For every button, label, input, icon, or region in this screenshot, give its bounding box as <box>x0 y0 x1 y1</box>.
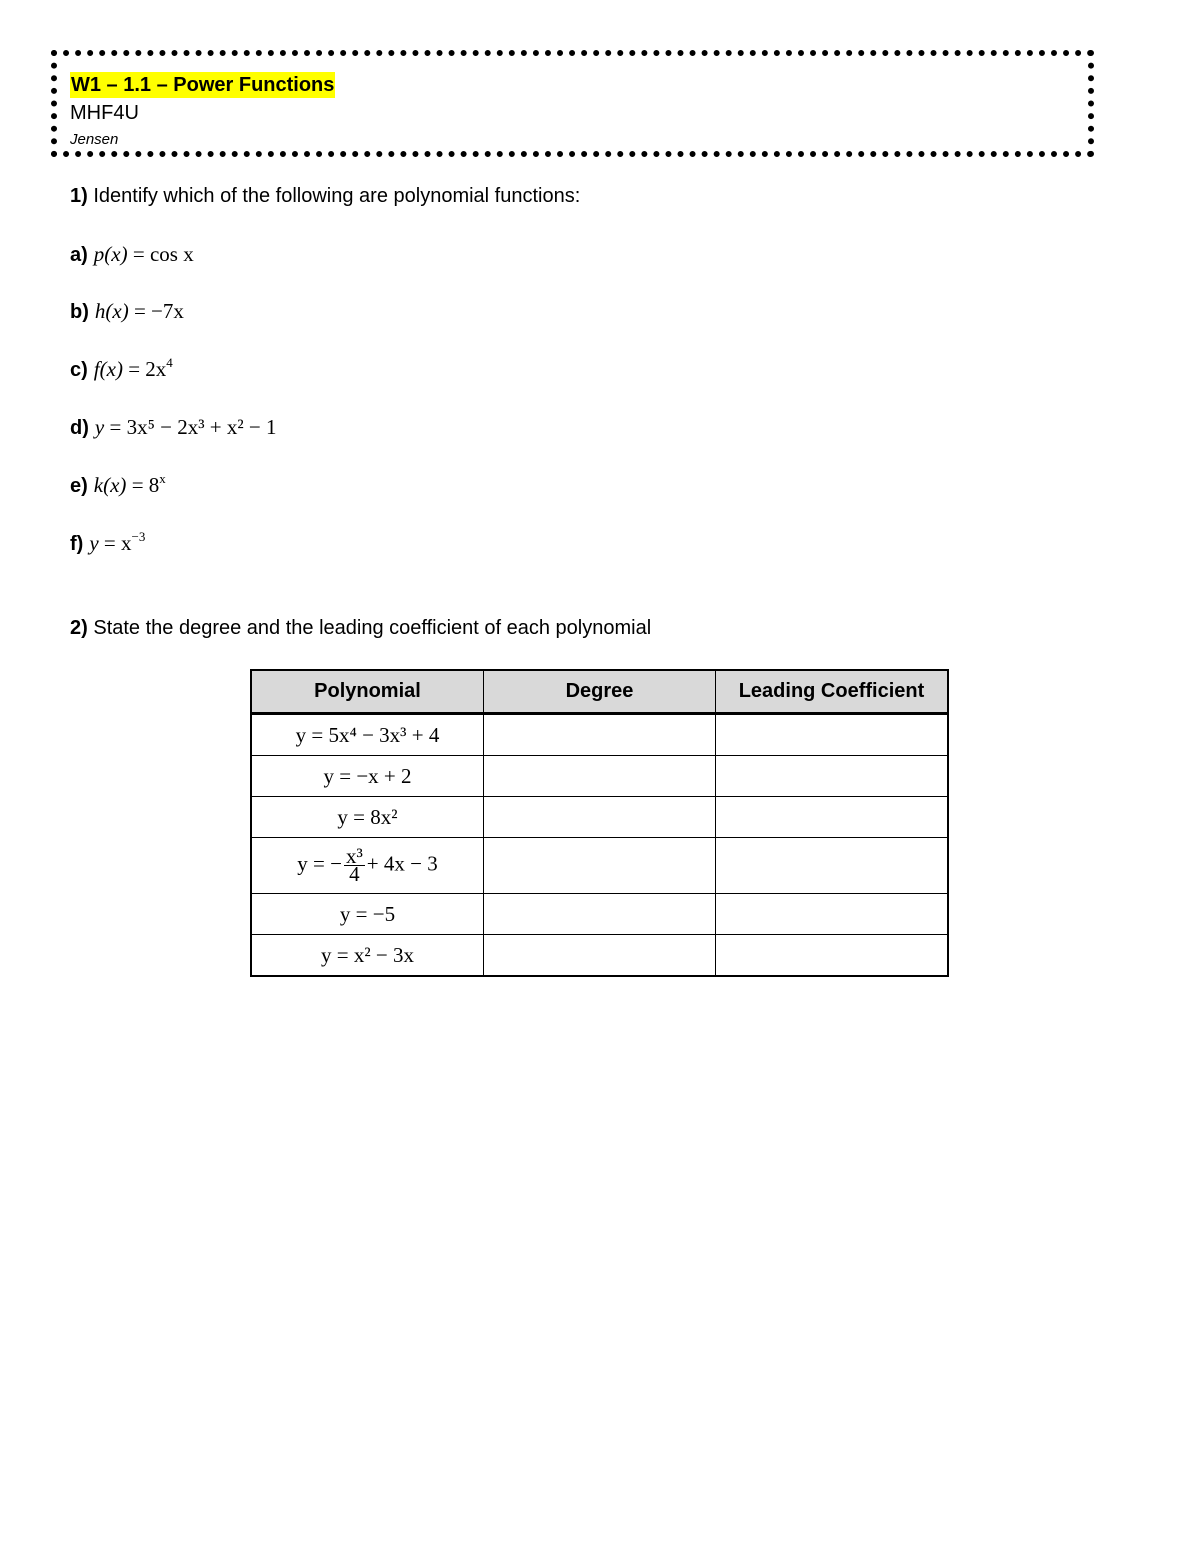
question-1 <box>70 183 580 209</box>
table-row <box>251 756 948 797</box>
polynomial-cell: y = 5x⁴ − 3x³ + 4 <box>251 714 484 756</box>
part-exponent: −3 <box>131 529 146 544</box>
fraction-numerator: x³ <box>345 844 363 868</box>
degree-answer-cell[interactable] <box>484 894 716 935</box>
table-row <box>251 838 948 894</box>
question-2 <box>70 615 651 641</box>
part-label: e) <box>70 475 88 497</box>
leading-coefficient-answer-cell[interactable] <box>716 894 949 935</box>
part-rhs: −7x <box>151 299 184 323</box>
fraction-suffix: + 4x − 3 <box>366 851 438 876</box>
part-lhs: y <box>94 415 105 439</box>
table-row <box>251 894 948 935</box>
part-rhs: 2x <box>145 357 167 381</box>
header-polynomial: Polynomial <box>251 670 484 714</box>
author-name: Jensen <box>70 131 119 148</box>
part-rhs: 3x⁵ − 2x³ + x² − 1 <box>126 415 277 439</box>
part-lhs: f(x) <box>93 357 123 381</box>
polynomial-cell: y = −5 <box>251 894 484 935</box>
part-rhs: 8 <box>148 473 160 497</box>
part-exponent: x <box>159 471 166 486</box>
part-rhs: x <box>121 531 132 555</box>
leading-coefficient-answer-cell[interactable] <box>716 838 949 894</box>
polynomial-cell: y = −x + 2 <box>251 756 484 797</box>
part-lhs: k(x) <box>93 473 127 497</box>
leading-coefficient-answer-cell[interactable] <box>716 935 949 977</box>
table-row <box>251 797 948 838</box>
part-lhs: p(x) <box>93 242 128 266</box>
leading-coefficient-answer-cell[interactable] <box>716 756 949 797</box>
table-row <box>251 935 948 977</box>
part-lhs: y <box>89 531 99 555</box>
part-label: b) <box>70 301 89 323</box>
polynomial-cell: y = x² − 3x <box>251 935 484 977</box>
q1-part-a: a) p(x) = cos x <box>70 242 194 266</box>
course-code: MHF4U <box>70 102 139 124</box>
question-2-prompt: State the degree and the leading coefficient of each polynomial <box>87 617 652 639</box>
fraction-prefix: y = − <box>297 851 342 876</box>
polynomial-cell: y = 8x² <box>251 797 484 838</box>
header-degree: Degree <box>484 670 716 714</box>
part-label: c) <box>70 359 88 381</box>
part-label: d) <box>70 417 89 439</box>
degree-answer-cell[interactable] <box>484 756 716 797</box>
polynomial-cell <box>251 838 484 894</box>
question-1-prompt: Identify which of the following are polynomial functions: <box>87 185 581 207</box>
header-leading-coefficient: Leading Coefficient <box>716 670 949 714</box>
part-label: a) <box>70 244 88 266</box>
question-1-number: 1) <box>70 185 88 207</box>
part-exponent: 4 <box>166 355 173 370</box>
degree-answer-cell[interactable] <box>484 935 716 977</box>
polynomial-table <box>250 669 949 977</box>
part-label: f) <box>70 533 84 555</box>
q1-part-b: b) h(x) = −7x <box>70 299 184 323</box>
fraction-denominator: 4 <box>349 862 360 886</box>
q1-part-c: c) $f(x) = 2x^4$ <box>70 355 173 381</box>
part-rhs: cos x <box>149 242 194 266</box>
degree-answer-cell[interactable] <box>484 838 716 894</box>
leading-coefficient-answer-cell[interactable] <box>716 714 949 756</box>
question-2-number: 2) <box>70 617 88 639</box>
part-lhs: h(x) <box>94 299 129 323</box>
fraction <box>344 844 365 886</box>
q1-part-f: f) $y = x^{-3}$ <box>70 529 146 555</box>
document-title: W1 – 1.1 – Power Functions <box>71 74 335 96</box>
q1-part-e: e) $k(x) = 8^x$ <box>70 471 166 497</box>
table-row <box>251 714 948 756</box>
header-box <box>51 50 1094 157</box>
degree-answer-cell[interactable] <box>484 714 716 756</box>
q1-part-d: d) y = 3x⁵ − 2x³ + x² − 1 <box>70 415 277 439</box>
leading-coefficient-answer-cell[interactable] <box>716 797 949 838</box>
degree-answer-cell[interactable] <box>484 797 716 838</box>
table-header-row <box>251 670 948 714</box>
